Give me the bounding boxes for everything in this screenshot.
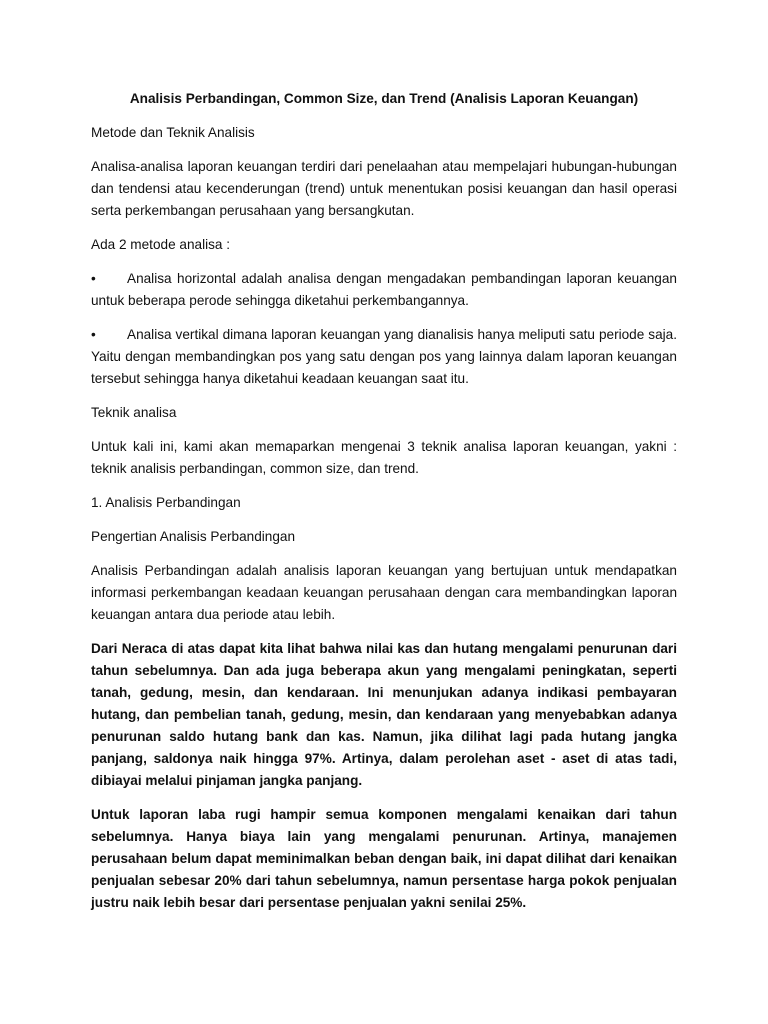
paragraph-techniques: Untuk kali ini, kami akan memaparkan mengenai 3 teknik analisa laporan keuangan, yakni : teknik analisis perbandingan, common size, dan trend. — [91, 439, 677, 476]
paragraph-intro: Analisa-analisa laporan keuangan terdiri dari penelaahan atau mempelajari hubungan-hubungan dan tendensi atau kecenderungan (trend) untuk menentukan posisi keuangan dan hasil operasi serta perkembangan perusahaan yang bersangkutan. — [91, 159, 677, 218]
document-title: Analisis Perbandingan, Common Size, dan Trend (Analisis Laporan Keuangan) — [129, 91, 639, 106]
bullet-icon: • — [91, 271, 96, 286]
bullet-item-vertical — [91, 324, 677, 390]
paragraph-comparison-definition: Analisis Perbandingan adalah analisis laporan keuangan yang bertujuan untuk mendapatkan informasi perkembangan keadaan keuangan perusahaan dengan cara membandingkan laporan keuangan antara dua periode atau lebih. — [91, 563, 677, 622]
bullet-item-horizontal — [91, 268, 677, 312]
paragraph-income-statement: Untuk laporan laba rugi hampir semua komponen mengalami kenaikan dari tahun sebelumnya. Hanya biaya lain yang mengalami penurunan. Artinya, manajemen perusahaan belum dapat meminimalkan beban dengan baik, ini dapat dilihat dari kenaikan penjualan sebesar 20% dari tahun sebelumnya, namun persentase harga pokok penjualan justru naik lebih besar dari persentase penjualan yakni senilai 25%. — [91, 807, 677, 910]
bullet-text-horizontal: Analisa horizontal adalah analisa dengan mengadakan pembandingan laporan keuangan untuk beberapa perode sehingga diketahui perkembangannya. — [91, 271, 677, 308]
bullet-text-vertical: Analisa vertikal dimana laporan keuangan yang dianalisis hanya meliputi satu periode saja. Yaitu dengan membandingkan pos yang satu dengan pos yang lainnya dalam laporan keuangan tersebut sehingga hanya diketahui keadaan keuangan saat itu. — [91, 327, 677, 386]
paragraph-balance-sheet: Dari Neraca di atas dapat kita lihat bahwa nilai kas dan hutang mengalami penurunan dari tahun sebelumnya. Dan ada juga beberapa akun yang mengalami peningkatan, seperti tanah, gedung, mesin, dan kendaraan. Ini menunjukan adanya indikasi pembayaran hutang, dan pembelian tanah, gedung, mesin, dan kendaraan yang menyebabkan adanya penurunan saldo hutang bank dan kas. Namun, jika dilihat lagi pada hutang jangka panjang, saldonya naik hingga 97%. Artinya, dalam perolehan aset - aset di atas tadi, dibiayai melalui pinjaman jangka panjang. — [91, 641, 677, 788]
section-heading-techniques: Teknik analisa — [91, 405, 177, 420]
subheading-comparison-definition: Pengertian Analisis Perbandingan — [91, 529, 296, 544]
document-page — [91, 88, 677, 926]
section-heading-comparison: 1. Analisis Perbandingan — [91, 495, 241, 510]
bullet-icon: • — [91, 327, 96, 342]
methods-count-line: Ada 2 metode analisa : — [91, 237, 231, 252]
section-heading-methods: Metode dan Teknik Analisis — [91, 125, 255, 140]
